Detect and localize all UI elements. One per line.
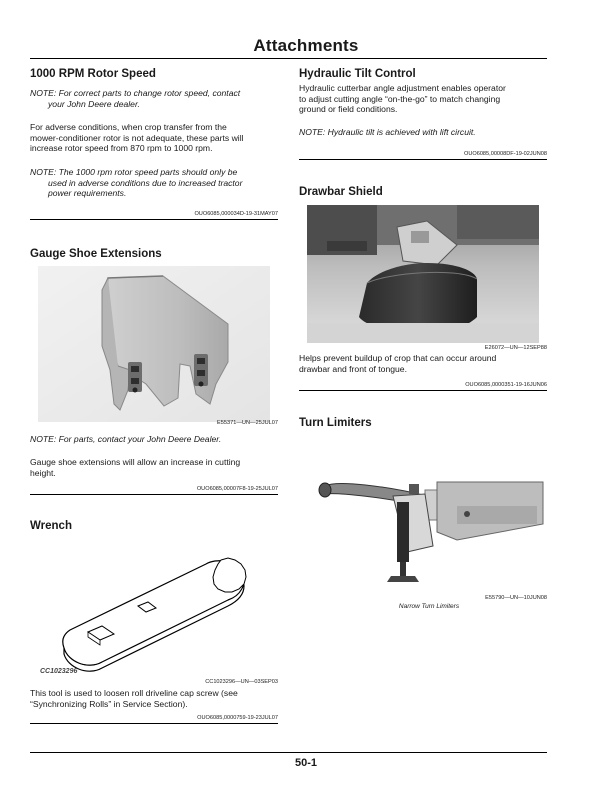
footer-rule: [30, 752, 547, 753]
wrench-heading: Wrench: [30, 520, 72, 532]
wrench-image-label: CC1023296: [40, 668, 78, 675]
gauge-note: NOTE: For parts, contact your John Deere Dealer.: [30, 434, 222, 444]
gauge-image-code: E55371—UN—25JUL07: [217, 420, 278, 426]
wrench-body-line1: This tool is used to loosen roll driveline cap screw (see: [30, 688, 238, 698]
rotor-body: [30, 122, 278, 154]
wrench-reference-code: OUO6085,0000759-19-23JUL07: [30, 714, 278, 724]
rotor-note2-line2: used in adverse conditions due to increased tractor: [48, 177, 243, 188]
gauge-shoe-image: [38, 266, 270, 422]
drawbar-body: [299, 353, 547, 374]
drawbar-reference-code: OUO6085,0000351-19-16JUN06: [299, 381, 547, 391]
drawbar-body-line1: Helps prevent buildup of crop that can occur around: [299, 353, 497, 363]
rotor-body-line2: mower-conditioner rotor is not adequate, these parts will: [30, 132, 244, 143]
page-title: Attachments: [253, 36, 359, 55]
tilt-body-line2: to adjust cutting angle “on-the-go” to match changing: [299, 93, 501, 104]
rotor-note1-line1: NOTE: For correct parts to change rotor speed, contact: [30, 88, 241, 98]
wrench-image: [30, 544, 278, 676]
wrench-body-line2: “Synchronizing Rolls” in Service Section).: [30, 698, 188, 709]
tilt-reference-code: OUO6085,00008DF-19-02JUN08: [299, 150, 547, 160]
wrench-image-code: CC1023296—UN—03SEP03: [205, 679, 278, 685]
title-rule: [30, 58, 547, 59]
rotor-speed-heading: 1000 RPM Rotor Speed: [30, 68, 156, 80]
gauge-shoe-heading: Gauge Shoe Extensions: [30, 248, 162, 260]
rotor-note-contact: [30, 88, 278, 109]
gauge-reference-code: OUO6085,00007F8-19-25JUL07: [30, 485, 278, 495]
rotor-body-line1: For adverse conditions, when crop transfer from the: [30, 122, 227, 132]
tilt-body-line1: Hydraulic cutterbar angle adjustment enables operator: [299, 83, 506, 93]
gauge-body-line2: height.: [30, 467, 56, 478]
tilt-body: [299, 83, 547, 115]
drawbar-body-line2: drawbar and front of tongue.: [299, 363, 407, 374]
drawbar-shield-heading: Drawbar Shield: [299, 186, 383, 198]
hydraulic-tilt-heading: Hydraulic Tilt Control: [299, 68, 416, 80]
rotor-note2-line1: NOTE: The 1000 rpm rotor speed parts should only be: [30, 167, 238, 177]
wrench-body: [30, 688, 278, 709]
rotor-note2-line3: power requirements.: [48, 188, 127, 199]
turn-image-code: E55790—UN—10JUN08: [485, 595, 547, 601]
rotor-note-adverse: [30, 167, 278, 199]
turn-limiters-heading: Turn Limiters: [299, 417, 372, 429]
tilt-body-line3: ground or field conditions.: [299, 104, 398, 115]
gauge-body-line1: Gauge shoe extensions will allow an increase in cutting: [30, 457, 241, 467]
gauge-body: [30, 457, 278, 478]
turn-limiters-image: [307, 466, 547, 592]
rotor-reference-code: OUO6085,000034D-19-31MAY07: [30, 210, 278, 220]
rotor-note1-line2: your John Deere dealer.: [48, 98, 140, 109]
page-number: 50-1: [294, 757, 318, 769]
rotor-body-line3: increase rotor speed from 870 rpm to 1000 rpm.: [30, 143, 213, 154]
drawbar-image-code: E26072—UN—12SEP88: [484, 345, 547, 351]
turn-caption: Narrow Turn Limiters: [398, 603, 460, 610]
tilt-note: NOTE: Hydraulic tilt is achieved with lift circuit.: [299, 127, 476, 137]
drawbar-shield-image: [307, 205, 539, 343]
